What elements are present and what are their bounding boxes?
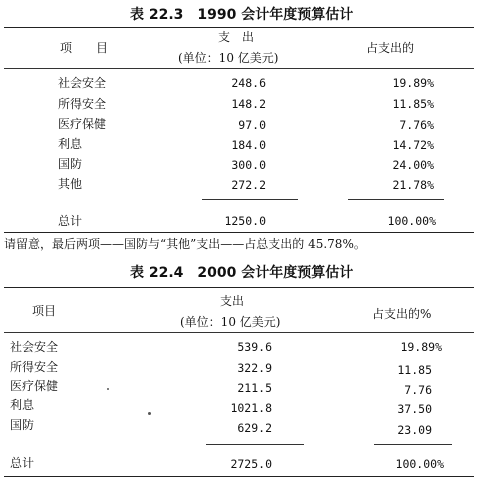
table-row-value: 272.2 bbox=[231, 178, 266, 192]
table2-title: 表 22.4 2000 会计年度预算估计 bbox=[130, 265, 354, 281]
table-row-pct: 23.09 bbox=[397, 423, 432, 437]
table-row-pct: 24.00% bbox=[392, 158, 434, 172]
table-row-value: 148.2 bbox=[231, 97, 266, 111]
table2-col-pct: 占支出的% bbox=[372, 307, 432, 321]
table-row: 医疗保健 bbox=[58, 117, 107, 131]
table-row: 所得安全 bbox=[58, 97, 107, 111]
table1-col-pct: 占支出的 bbox=[366, 41, 415, 55]
table2-col-unit: (单位：10 亿美元) bbox=[180, 315, 281, 329]
table-row-pct: 14.72% bbox=[392, 138, 434, 152]
table-row-pct: 19.89% bbox=[392, 76, 434, 90]
table-row-pct: 7.76 bbox=[404, 383, 432, 397]
note-text: 请留意，最后两项——国防与“其他”支出——占总支出的 45.78%。 bbox=[4, 237, 366, 251]
table1-bottom-rule bbox=[4, 232, 474, 233]
table-row-value: 211.5 bbox=[237, 381, 272, 395]
table1-col-spend: 支 出 bbox=[218, 30, 255, 44]
table1-subtotal-rule-value bbox=[202, 199, 298, 200]
table1-total-label: 总计 bbox=[58, 214, 83, 228]
table-row-pct: 7.76% bbox=[399, 118, 434, 132]
table-row: 医疗保健 bbox=[10, 379, 59, 393]
table-row-value: 300.0 bbox=[231, 158, 266, 172]
table-row-pct: 21.78% bbox=[392, 178, 434, 192]
table-row: 社会安全 bbox=[10, 340, 59, 354]
table2-total-pct: 100.00% bbox=[395, 457, 444, 471]
table-row-value: 322.9 bbox=[237, 361, 272, 375]
table2-header-rule bbox=[4, 332, 474, 333]
table2-total-value: 2725.0 bbox=[230, 457, 272, 471]
table2-subtotal-rule-value bbox=[206, 444, 304, 445]
table-row: 利息 bbox=[58, 137, 83, 151]
table-row: 社会安全 bbox=[58, 76, 107, 90]
table-row-value: 629.2 bbox=[237, 421, 272, 435]
scan-speck bbox=[148, 412, 151, 415]
table2-col-spend: 支出 bbox=[220, 294, 245, 308]
table-row-pct: 19.89% bbox=[400, 340, 442, 354]
table-row-value: 184.0 bbox=[231, 138, 266, 152]
table1-subtotal-rule-pct bbox=[348, 199, 444, 200]
table-row-pct: 11.85 bbox=[397, 363, 432, 377]
table-row-value: 539.6 bbox=[237, 340, 272, 354]
scan-speck bbox=[107, 388, 109, 390]
table2-total-label: 总计 bbox=[10, 456, 35, 470]
table1-total-pct: 100.00% bbox=[387, 214, 436, 228]
table2-top-rule bbox=[4, 287, 474, 288]
table1-header-rule bbox=[4, 68, 474, 69]
table2-col-item: 项目 bbox=[32, 304, 57, 318]
table2-subtotal-rule-pct bbox=[374, 444, 452, 445]
table1-title: 表 22.3 1990 会计年度预算估计 bbox=[130, 7, 354, 23]
table1-total-value: 1250.0 bbox=[224, 214, 266, 228]
table-row: 所得安全 bbox=[10, 360, 59, 374]
table-row: 国防 bbox=[58, 157, 83, 171]
table-row-value: 97.0 bbox=[238, 118, 266, 132]
table-row-value: 248.6 bbox=[231, 76, 266, 90]
table2-bottom-rule bbox=[4, 476, 474, 477]
table1-col-item: 项 目 bbox=[60, 41, 109, 55]
table-row: 其他 bbox=[58, 177, 83, 191]
table1-col-unit: (单位：10 亿美元) bbox=[178, 51, 279, 65]
table-row: 利息 bbox=[10, 398, 35, 412]
table-row: 国防 bbox=[10, 418, 35, 432]
table-row-pct: 37.50 bbox=[397, 402, 432, 416]
table-row-value: 1021.8 bbox=[230, 401, 272, 415]
table-row-pct: 11.85% bbox=[392, 97, 434, 111]
